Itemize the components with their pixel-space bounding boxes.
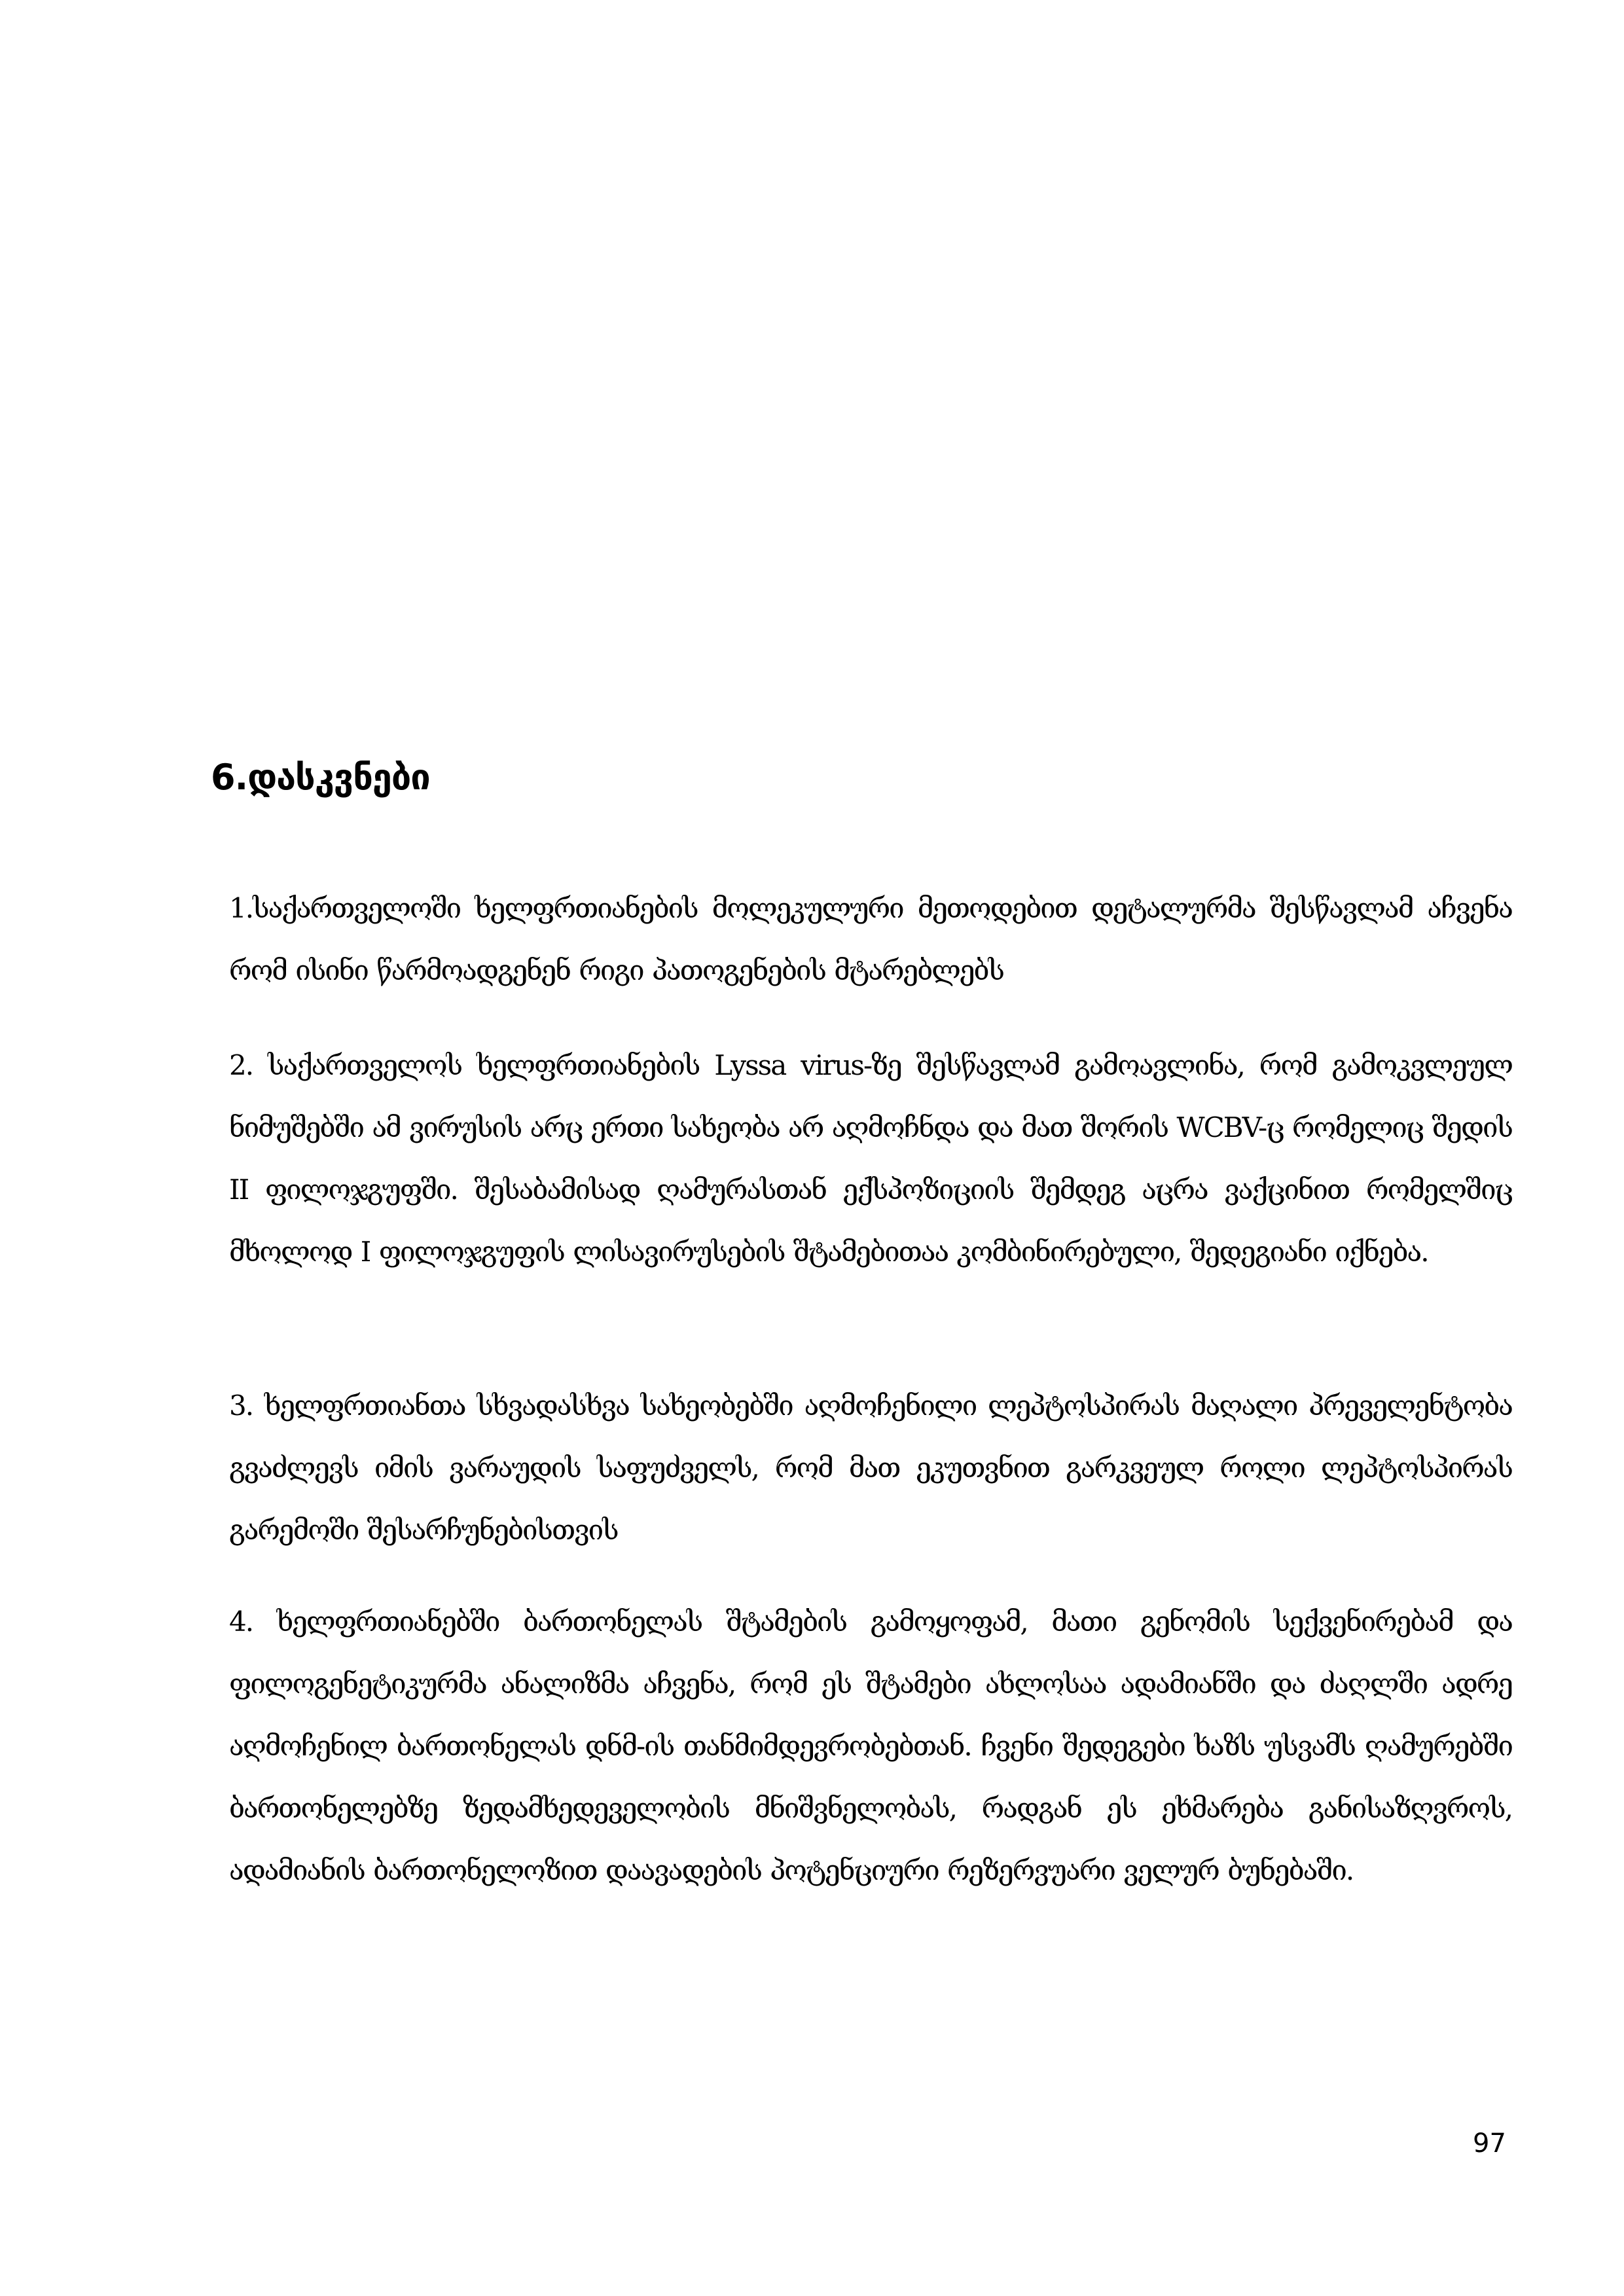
conclusion-paragraph-3: 3. ხელფრთიანთა სხვადასხვა სახეობებში აღმოჩენილი ლეპტოსპირას მაღალი პრეველენტობა გვაძლევს იმის ვარაუდის საფუძველს, რომ მათ ეკუთვნით გარკვეულ როლი ლეპტოსპირას გარემოში შესარჩუნებისთვის [229,1390,1512,1546]
conclusion-paragraph-1: 1.საქართველოში ხელფრთიანების მოლეკულური მეთოდებით დეტალურმა შესწავლამ აჩვენა რომ ისინი წარმოადგენენ რიგი პათოგენების მტარებლებს [229,892,1512,986]
page-number: 97 [1473,2128,1506,2159]
conclusion-paragraph-4: 4. ხელფრთიანებში ბართონელას შტამების გამოყოფამ, მათი გენომის სექვენირებამ და ფილოგენეტიკურმა ანალიზმა აჩვენა, რომ ეს შტამები ახლოსაა ადამიანში და ძაღლში ადრე აღმოჩენილ ბართონელას დნმ-ის თანმიმდევრობებთან. ჩვენი შედეგები ხაზს უსვამს ღამურებში ბართონელებზე ზედამხედეველობის მნიშვნელობას, რადგან ეს ეხმარება განისაზღვროს, ადამიანის ბართონელოზით დაავადების პოტენციური რეზერვუარი ველურ ბუნებაში. [229,1605,1512,1886]
conclusion-paragraph-2: 2. საქართველოს ხელფრთიანების Lyssa virus-ზე შესწავლამ გამოავლინა, რომ გამოკვლეულ ნიმუშებში ამ ვირუსის არც ერთი სახეობა არ აღმოჩნდა და მათ შორის WCBV-ც რომელიც შედის II ფილოჯგუფში. შესაბამისად ღამურასთან ექსპოზიციის შემდეგ აცრა ვაქცინით რომელშიც მხოლოდ I ფილოჯგუფის ლისავირუსების შტამებითაა კომბინირებული, შედეგიანი იქნება. [229,1049,1512,1268]
section-heading: 6.დასკვნები [211,757,430,798]
